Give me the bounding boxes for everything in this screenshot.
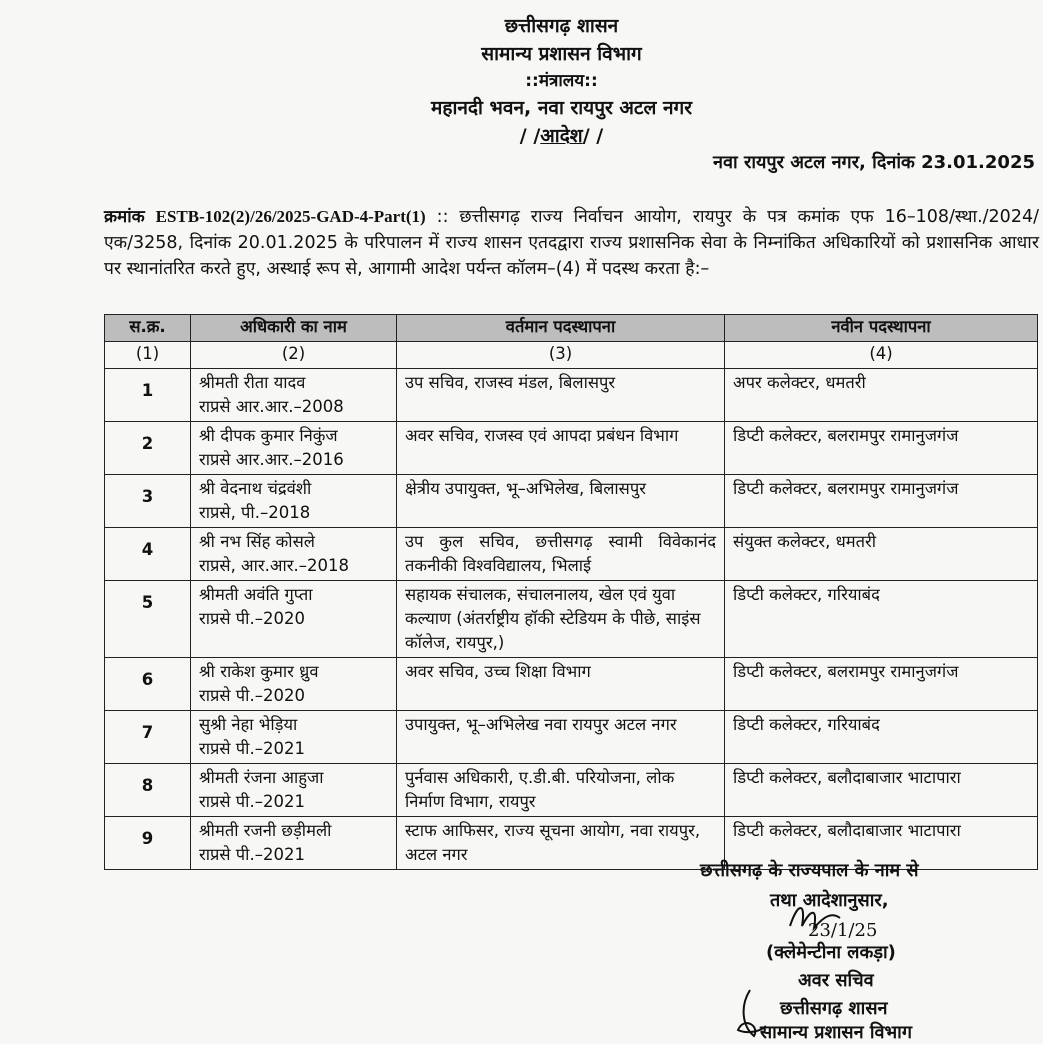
- officer-cell: [191, 581, 397, 658]
- intro-text: :: छत्तीसगढ़ राज्य निर्वाचन आयोग, रायपुर के पत्र कमांक एफ 16–108/स्था./2024/एक/3258, दिनांक 20.01.2025 के परिपालन में राज्य शासन एतदद्वारा राज्य प्रशासनिक सेवा के निम्नांकित अधिकारियों को प्रशासनिक आधार पर स्थानांतरित करते हुए, अस्थाई रूप से, आगामी आदेश पर्यन्त कॉलम–(4) में पदस्थ करता है:–: [104, 207, 1039, 279]
- current-posting: स्टाफ आफिसर, राज्य सूचना आयोग, नवा रायपुर, अटल नगर: [397, 817, 725, 870]
- row-sno: 3: [105, 475, 191, 528]
- new-posting: डिप्टी कलेक्टर, बलौदाबाजार भाटापारा: [725, 817, 1038, 870]
- officer-service: राप्रसे, आर.आर.–2018: [199, 556, 350, 575]
- officer-name: सुश्री नेहा भेड़िया: [199, 715, 298, 734]
- officer-cell: [191, 475, 397, 528]
- signatory-org: छत्तीसगढ़ शासन: [780, 998, 888, 1019]
- row-sno: 9: [105, 817, 191, 870]
- officer-name: श्री दीपक कुमार निकुंज: [199, 426, 338, 445]
- new-posting: डिप्टी कलेक्टर, बलरामपुर रामानुजगंज: [725, 475, 1038, 528]
- table-row: [105, 475, 1038, 528]
- officer-name: श्रीमती रंजना आहुजा: [199, 768, 324, 787]
- officer-name: श्री राकेश कुमार ध्रुव: [199, 662, 319, 681]
- officer-name: श्री नभ सिंह कोसले: [199, 532, 315, 551]
- table-header-row: [105, 315, 1038, 342]
- governor-order-line: छत्तीसगढ़ के राज्यपाल के नाम से: [700, 860, 919, 881]
- officer-name: श्रीमती रीता यादव: [199, 373, 306, 392]
- officer-service: राप्रसे पी.–2021: [199, 845, 305, 864]
- col-number: (3): [397, 342, 725, 369]
- new-posting: संयुक्त कलेक्टर, धमतरी: [725, 528, 1038, 581]
- col-number: (4): [725, 342, 1038, 369]
- order-word: आदेश: [540, 125, 583, 147]
- new-posting: डिप्टी कलेक्टर, गरियाबंद: [725, 711, 1038, 764]
- order-heading: [40, 122, 1043, 148]
- signatory-designation: अवर सचिव: [798, 970, 874, 991]
- table-row: [105, 658, 1038, 711]
- current-posting: क्षेत्रीय उपायुक्त, भू–अभिलेख, बिलासपुर: [397, 475, 725, 528]
- header-sno: स.क्र.: [105, 315, 191, 342]
- officer-service: राप्रसे आर.आर.–2008: [199, 397, 344, 416]
- office-address: महानदी भवन, नवा रायपुर अटल नगर: [431, 97, 692, 119]
- row-sno: 4: [105, 528, 191, 581]
- row-sno: 1: [105, 369, 191, 422]
- header-name: अधिकारी का नाम: [191, 315, 397, 342]
- by-order-line: तथा आदेशानुसार,: [770, 890, 889, 911]
- order-prefix: / /: [519, 125, 541, 147]
- col-number: (1): [105, 342, 191, 369]
- officer-name: श्रीमती रजनी छड़ीमली: [199, 821, 332, 840]
- officer-cell: [191, 817, 397, 870]
- intro-label: क्रमांक: [104, 207, 145, 226]
- row-sno: 6: [105, 658, 191, 711]
- officer-service: राप्रसे पी.–2020: [199, 686, 305, 705]
- officer-cell: [191, 528, 397, 581]
- col-number: (2): [191, 342, 397, 369]
- order-suffix: / /: [582, 125, 604, 147]
- officer-service: राप्रसे, पी.–2018: [199, 503, 311, 522]
- current-posting: उप सचिव, राजस्व मंडल, बिलासपुर: [397, 369, 725, 422]
- officer-cell: [191, 711, 397, 764]
- signatory-department: सामान्य प्रशासन विभाग: [760, 1022, 912, 1043]
- row-sno: 7: [105, 711, 191, 764]
- current-posting: सहायक संचालक, संचालनालय, खेल एवं युवा कल्याण (अंतर्राष्ट्रीय हॉकी स्टेडियम के पीछे, साइंस कॉलेज, रायपुर,): [397, 581, 725, 658]
- header-new-posting: नवीन पदस्थापना: [725, 315, 1038, 342]
- row-sno: 2: [105, 422, 191, 475]
- header-current-posting: वर्तमान पदस्थापना: [397, 315, 725, 342]
- officer-cell: [191, 369, 397, 422]
- officer-service: राप्रसे पी.–2021: [199, 739, 305, 758]
- current-posting: अवर सचिव, उच्च शिक्षा विभाग: [397, 658, 725, 711]
- table-row: [105, 422, 1038, 475]
- transfer-table: [104, 314, 1038, 870]
- officer-service: राप्रसे पी.–2021: [199, 792, 305, 811]
- officer-cell: [191, 658, 397, 711]
- officer-service: राप्रसे आर.आर.–2016: [199, 450, 344, 469]
- officer-cell: [191, 422, 397, 475]
- order-reference: ESTB-102(2)/26/2025-GAD-4-Part(1): [155, 207, 426, 226]
- row-sno: 8: [105, 764, 191, 817]
- new-posting: डिप्टी कलेक्टर, बलौदाबाजार भाटापारा: [725, 764, 1038, 817]
- table-row: [105, 764, 1038, 817]
- current-posting: उपायुक्त, भू–अभिलेख नवा रायपुर अटल नगर: [397, 711, 725, 764]
- officer-name: श्रीमती अवंति गुप्ता: [199, 585, 313, 604]
- new-posting: अपर कलेक्टर, धमतरी: [725, 369, 1038, 422]
- row-sno: 5: [105, 581, 191, 658]
- officer-cell: [191, 764, 397, 817]
- department-title: सामान्य प्रशासन विभाग: [481, 43, 642, 65]
- current-posting: पुर्नवास अधिकारी, ए.डी.बी. परियोजना, लोक निर्माण विभाग, रायपुर: [397, 764, 725, 817]
- new-posting: डिप्टी कलेक्टर, गरियाबंद: [725, 581, 1038, 658]
- order-date: नवा रायपुर अटल नगर, दिनांक 23.01.2025: [713, 152, 1035, 173]
- table-row: [105, 581, 1038, 658]
- signature-date: 23/1/25: [808, 920, 878, 941]
- table-row: [105, 369, 1038, 422]
- mantralaya-label: ::मंत्रालय::: [525, 71, 598, 91]
- officer-name: श्री वेदनाथ चंद्रवंशी: [199, 479, 312, 498]
- current-posting: उप कुल सचिव, छत्तीसगढ़ स्वामी विवेकानंद तकनीकी विश्वविद्यालय, भिलाई: [397, 528, 725, 581]
- table-row: [105, 711, 1038, 764]
- current-posting: अवर सचिव, राजस्व एवं आपदा प्रबंधन विभाग: [397, 422, 725, 475]
- signatory-name: (क्लेमेन्टीना लकड़ा): [766, 942, 896, 963]
- officer-service: राप्रसे पी.–2020: [199, 609, 305, 628]
- new-posting: डिप्टी कलेक्टर, बलरामपुर रामानुजगंज: [725, 658, 1038, 711]
- govt-title: छत्तीसगढ़ शासन: [504, 15, 619, 37]
- column-number-row: [105, 342, 1038, 369]
- intro-paragraph: [104, 204, 1039, 282]
- new-posting: डिप्टी कलेक्टर, बलरामपुर रामानुजगंज: [725, 422, 1038, 475]
- table-row: [105, 528, 1038, 581]
